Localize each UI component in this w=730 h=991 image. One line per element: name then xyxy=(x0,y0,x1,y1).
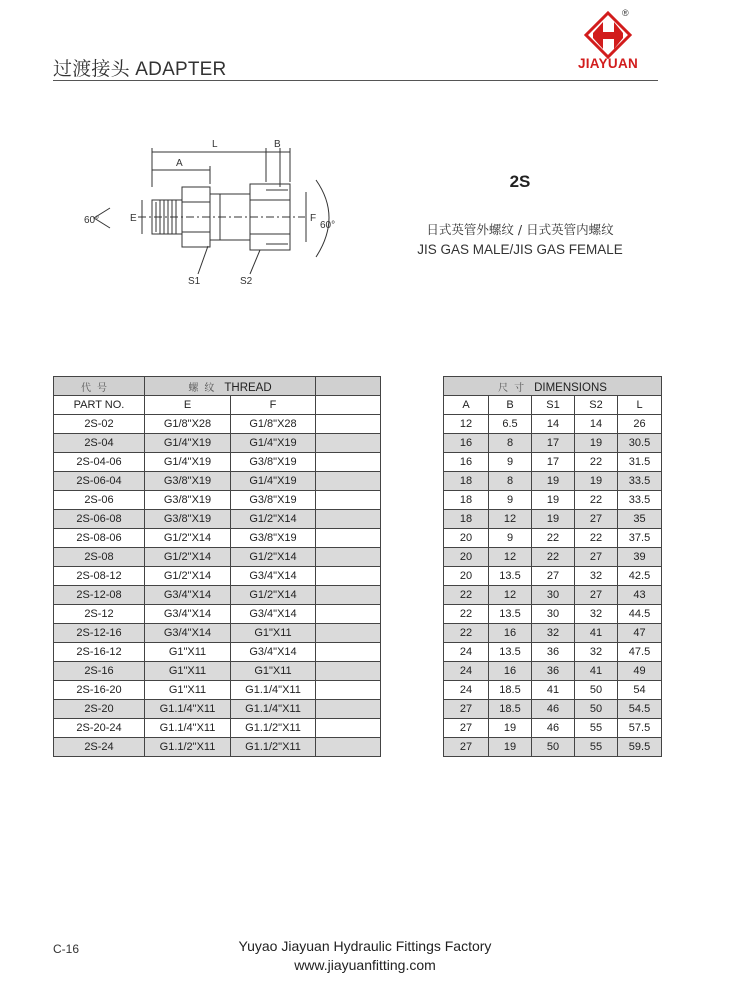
cell-l: 59.5 xyxy=(618,738,662,757)
table-row xyxy=(54,529,662,548)
cell-spacer xyxy=(381,548,444,567)
cell-part-no: 2S-12 xyxy=(54,605,145,624)
table-row xyxy=(54,624,662,643)
cell-blank xyxy=(316,548,381,567)
dim-label-e: E xyxy=(130,213,137,224)
product-description-cn: 日式英管外螺纹 / 日式英管内螺纹 xyxy=(426,222,614,237)
cell-s2: 27 xyxy=(575,510,618,529)
cell-s1: 30 xyxy=(532,586,575,605)
cell-a: 24 xyxy=(444,662,489,681)
table-row xyxy=(54,586,662,605)
cell-a: 12 xyxy=(444,415,489,434)
cell-e-thread: G3/8"X19 xyxy=(145,510,231,529)
cell-s2: 22 xyxy=(575,491,618,510)
column-header-s1: S1 xyxy=(532,396,575,415)
cell-b: 19 xyxy=(489,719,532,738)
cell-blank xyxy=(316,567,381,586)
cell-a: 24 xyxy=(444,643,489,662)
table-body xyxy=(54,415,662,757)
cell-s2: 55 xyxy=(575,738,618,757)
cell-part-no: 2S-06-04 xyxy=(54,472,145,491)
cell-s2: 50 xyxy=(575,681,618,700)
cell-spacer xyxy=(381,643,444,662)
cell-s2: 14 xyxy=(575,415,618,434)
cell-f-thread: G1"X11 xyxy=(231,624,316,643)
cell-a: 27 xyxy=(444,700,489,719)
cell-spacer xyxy=(381,529,444,548)
cell-e-thread: G1.1/4"X11 xyxy=(145,719,231,738)
table-row xyxy=(54,453,662,472)
column-header-f: F xyxy=(231,396,316,415)
column-header-l: L xyxy=(618,396,662,415)
cell-s1: 50 xyxy=(532,738,575,757)
cell-l: 44.5 xyxy=(618,605,662,624)
cell-f-thread: G3/4"X14 xyxy=(231,643,316,662)
cell-b: 16 xyxy=(489,662,532,681)
cell-blank xyxy=(316,491,381,510)
cell-e-thread: G1.1/2"X11 xyxy=(145,738,231,757)
cell-s2: 55 xyxy=(575,719,618,738)
cell-s1: 46 xyxy=(532,700,575,719)
cell-s1: 22 xyxy=(532,548,575,567)
cell-e-thread: G1"X11 xyxy=(145,662,231,681)
cell-blank xyxy=(316,510,381,529)
cell-f-thread: G3/4"X14 xyxy=(231,567,316,586)
cell-blank xyxy=(316,738,381,757)
cell-s1: 19 xyxy=(532,472,575,491)
cell-s2: 32 xyxy=(575,643,618,662)
cell-f-thread: G3/4"X14 xyxy=(231,605,316,624)
cell-f-thread: G1/2"X14 xyxy=(231,586,316,605)
cell-f-thread: G1.1/2"X11 xyxy=(231,719,316,738)
cell-s2: 41 xyxy=(575,624,618,643)
cell-s2: 32 xyxy=(575,567,618,586)
cell-part-no: 2S-12-08 xyxy=(54,586,145,605)
cell-blank xyxy=(316,605,381,624)
cell-a: 24 xyxy=(444,681,489,700)
cell-blank xyxy=(316,681,381,700)
cell-s2: 19 xyxy=(575,434,618,453)
cell-blank xyxy=(316,624,381,643)
cell-s1: 19 xyxy=(532,510,575,529)
cell-e-thread: G1/2"X14 xyxy=(145,529,231,548)
cell-part-no: 2S-24 xyxy=(54,738,145,757)
dim-label-l: L xyxy=(212,139,218,150)
header-thread-group: 螺纹 THREAD xyxy=(145,377,316,396)
header-part-group: 代号 xyxy=(54,377,145,396)
cell-f-thread: G3/8"X19 xyxy=(231,453,316,472)
cell-a: 27 xyxy=(444,738,489,757)
cell-b: 13.5 xyxy=(489,605,532,624)
cell-s2: 22 xyxy=(575,529,618,548)
dim-label-f: F xyxy=(310,213,317,224)
cell-l: 54 xyxy=(618,681,662,700)
table-row xyxy=(54,415,662,434)
cell-s2: 27 xyxy=(575,586,618,605)
dim-label-b: B xyxy=(274,139,281,150)
cell-blank xyxy=(316,643,381,662)
cell-s1: 17 xyxy=(532,434,575,453)
cell-e-thread: G1"X11 xyxy=(145,681,231,700)
table-row xyxy=(54,719,662,738)
cell-spacer xyxy=(381,434,444,453)
cell-s2: 41 xyxy=(575,662,618,681)
cell-spacer xyxy=(381,681,444,700)
brand-name: JIAYUAN xyxy=(577,56,639,71)
cell-e-thread: G1/2"X14 xyxy=(145,567,231,586)
table-row xyxy=(54,491,662,510)
cell-b: 18.5 xyxy=(489,700,532,719)
cell-b: 19 xyxy=(489,738,532,757)
cell-l: 43 xyxy=(618,586,662,605)
cell-spacer xyxy=(381,453,444,472)
cell-s1: 30 xyxy=(532,605,575,624)
cell-s1: 27 xyxy=(532,567,575,586)
cell-e-thread: G1/4"X19 xyxy=(145,453,231,472)
cell-s2: 19 xyxy=(575,472,618,491)
cell-b: 12 xyxy=(489,510,532,529)
cell-part-no: 2S-08 xyxy=(54,548,145,567)
cell-l: 54.5 xyxy=(618,700,662,719)
header-blank xyxy=(316,377,381,396)
column-header-e: E xyxy=(145,396,231,415)
cell-b: 8 xyxy=(489,472,532,491)
cell-part-no: 2S-16-20 xyxy=(54,681,145,700)
cell-blank xyxy=(316,529,381,548)
cell-l: 31.5 xyxy=(618,453,662,472)
cell-b: 18.5 xyxy=(489,681,532,700)
cell-part-no: 2S-16 xyxy=(54,662,145,681)
registered-mark: ® xyxy=(622,8,629,18)
cell-a: 18 xyxy=(444,491,489,510)
dim-label-s1: S1 xyxy=(188,276,201,287)
cell-part-no: 2S-02 xyxy=(54,415,145,434)
cell-spacer xyxy=(381,662,444,681)
cell-a: 20 xyxy=(444,567,489,586)
cell-blank xyxy=(316,453,381,472)
cell-l: 30.5 xyxy=(618,434,662,453)
cell-s2: 27 xyxy=(575,548,618,567)
angle-label-right: 60° xyxy=(320,220,336,231)
cell-b: 6.5 xyxy=(489,415,532,434)
cell-l: 33.5 xyxy=(618,472,662,491)
cell-blank xyxy=(316,719,381,738)
dimensions-table xyxy=(53,376,662,757)
column-header-blank xyxy=(316,396,381,415)
cell-blank xyxy=(316,700,381,719)
cell-l: 57.5 xyxy=(618,719,662,738)
angle-label-left: 60° xyxy=(84,215,100,226)
cell-f-thread: G1.1/4"X11 xyxy=(231,700,316,719)
cell-part-no: 2S-12-16 xyxy=(54,624,145,643)
cell-l: 47.5 xyxy=(618,643,662,662)
cell-blank xyxy=(316,472,381,491)
cell-a: 20 xyxy=(444,548,489,567)
cell-l: 35 xyxy=(618,510,662,529)
cell-blank xyxy=(316,662,381,681)
cell-f-thread: G1/4"X19 xyxy=(231,472,316,491)
column-header-spacer xyxy=(381,396,444,415)
cell-e-thread: G1"X11 xyxy=(145,643,231,662)
cell-part-no: 2S-20 xyxy=(54,700,145,719)
table-row xyxy=(54,700,662,719)
table-row xyxy=(54,681,662,700)
cell-b: 9 xyxy=(489,453,532,472)
cell-part-no: 2S-20-24 xyxy=(54,719,145,738)
cell-spacer xyxy=(381,415,444,434)
cell-s1: 46 xyxy=(532,719,575,738)
cell-blank xyxy=(316,434,381,453)
cell-f-thread: G1.1/4"X11 xyxy=(231,681,316,700)
cell-f-thread: G1/8"X28 xyxy=(231,415,316,434)
cell-b: 9 xyxy=(489,529,532,548)
cell-s1: 36 xyxy=(532,662,575,681)
cell-part-no: 2S-06 xyxy=(54,491,145,510)
cell-l: 39 xyxy=(618,548,662,567)
product-code: 2S xyxy=(509,172,531,191)
cell-e-thread: G3/4"X14 xyxy=(145,624,231,643)
header-spacer xyxy=(381,377,444,396)
cell-spacer xyxy=(381,700,444,719)
table-row xyxy=(54,662,662,681)
website-url: www.jiayuanfitting.com xyxy=(294,957,436,973)
cell-f-thread: G1"X11 xyxy=(231,662,316,681)
cell-b: 16 xyxy=(489,624,532,643)
cell-e-thread: G3/4"X14 xyxy=(145,605,231,624)
table-row xyxy=(54,643,662,662)
cell-f-thread: G3/8"X19 xyxy=(231,491,316,510)
cell-blank xyxy=(316,586,381,605)
cell-s2: 22 xyxy=(575,453,618,472)
column-header-b: B xyxy=(489,396,532,415)
cell-s1: 22 xyxy=(532,529,575,548)
header-dimensions-group: 尺寸 DIMENSIONS xyxy=(444,377,662,396)
cell-a: 22 xyxy=(444,605,489,624)
cell-b: 9 xyxy=(489,491,532,510)
cell-e-thread: G1/8"X28 xyxy=(145,415,231,434)
cell-l: 42.5 xyxy=(618,567,662,586)
cell-l: 49 xyxy=(618,662,662,681)
cell-spacer xyxy=(381,605,444,624)
cell-a: 27 xyxy=(444,719,489,738)
cell-spacer xyxy=(381,719,444,738)
cell-spacer xyxy=(381,567,444,586)
cell-s2: 50 xyxy=(575,700,618,719)
cell-l: 37.5 xyxy=(618,529,662,548)
cell-a: 16 xyxy=(444,453,489,472)
cell-l: 47 xyxy=(618,624,662,643)
cell-part-no: 2S-16-12 xyxy=(54,643,145,662)
column-header-a: A xyxy=(444,396,489,415)
cell-b: 13.5 xyxy=(489,643,532,662)
cell-spacer xyxy=(381,491,444,510)
cell-a: 18 xyxy=(444,472,489,491)
table-row xyxy=(54,434,662,453)
table-row xyxy=(54,548,662,567)
cell-l: 26 xyxy=(618,415,662,434)
cell-s1: 32 xyxy=(532,624,575,643)
cell-a: 16 xyxy=(444,434,489,453)
cell-e-thread: G1.1/4"X11 xyxy=(145,700,231,719)
cell-f-thread: G1/4"X19 xyxy=(231,434,316,453)
cell-s1: 14 xyxy=(532,415,575,434)
dim-label-a: A xyxy=(176,158,183,169)
dim-label-s2: S2 xyxy=(240,276,253,287)
cell-l: 33.5 xyxy=(618,491,662,510)
cell-part-no: 2S-04-06 xyxy=(54,453,145,472)
cell-e-thread: G3/4"X14 xyxy=(145,586,231,605)
cell-b: 12 xyxy=(489,548,532,567)
cell-a: 18 xyxy=(444,510,489,529)
table-row xyxy=(54,472,662,491)
product-description-en: JIS GAS MALE/JIS GAS FEMALE xyxy=(417,242,623,257)
cell-part-no: 2S-06-08 xyxy=(54,510,145,529)
cell-e-thread: G3/8"X19 xyxy=(145,491,231,510)
cell-spacer xyxy=(381,624,444,643)
cell-b: 8 xyxy=(489,434,532,453)
column-header-s2: S2 xyxy=(575,396,618,415)
cell-b: 13.5 xyxy=(489,567,532,586)
cell-s1: 41 xyxy=(532,681,575,700)
cell-a: 22 xyxy=(444,624,489,643)
cell-part-no: 2S-08-12 xyxy=(54,567,145,586)
cell-s1: 19 xyxy=(532,491,575,510)
cell-a: 20 xyxy=(444,529,489,548)
cell-b: 12 xyxy=(489,586,532,605)
header-divider xyxy=(53,80,658,81)
table-row xyxy=(54,510,662,529)
cell-spacer xyxy=(381,472,444,491)
column-header-part-no: PART NO. xyxy=(54,396,145,415)
cell-f-thread: G1.1/2"X11 xyxy=(231,738,316,757)
cell-spacer xyxy=(381,586,444,605)
cell-part-no: 2S-08-06 xyxy=(54,529,145,548)
cell-part-no: 2S-04 xyxy=(54,434,145,453)
table-row xyxy=(54,567,662,586)
cell-s2: 32 xyxy=(575,605,618,624)
table-row xyxy=(54,738,662,757)
cell-spacer xyxy=(381,510,444,529)
cell-e-thread: G1/2"X14 xyxy=(145,548,231,567)
company-name: Yuyao Jiayuan Hydraulic Fittings Factory xyxy=(238,938,492,954)
cell-f-thread: G3/8"X19 xyxy=(231,529,316,548)
cell-spacer xyxy=(381,738,444,757)
cell-blank xyxy=(316,415,381,434)
cell-s1: 17 xyxy=(532,453,575,472)
cell-s1: 36 xyxy=(532,643,575,662)
cell-e-thread: G3/8"X19 xyxy=(145,472,231,491)
cell-f-thread: G1/2"X14 xyxy=(231,510,316,529)
cell-f-thread: G1/2"X14 xyxy=(231,548,316,567)
cell-a: 22 xyxy=(444,586,489,605)
table-row xyxy=(54,605,662,624)
page-title: 过渡接头 ADAPTER xyxy=(53,59,227,80)
fitting-drawing xyxy=(80,132,340,292)
cell-e-thread: G1/4"X19 xyxy=(145,434,231,453)
page-number: C-16 xyxy=(53,942,80,956)
